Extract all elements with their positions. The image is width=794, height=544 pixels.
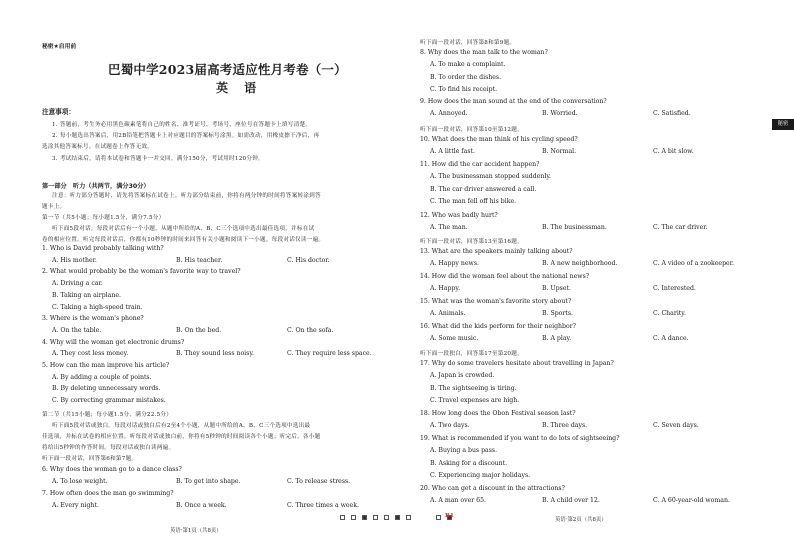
answer-option: A. Driving a car.	[52, 280, 103, 288]
answer-option: A. On the table.	[52, 326, 102, 334]
answer-option: C. Seven days.	[653, 422, 699, 430]
question-stem: 6. Why does the woman go to a dance class?	[42, 466, 182, 473]
answer-option: C. Travel expenses are high.	[430, 397, 520, 405]
answer-option: A. Animals.	[430, 310, 466, 318]
question-stem: 4. Why will the woman get electronic drums?	[42, 338, 185, 346]
answer-option: B. Sports.	[542, 310, 573, 318]
question-stem: 7. How often does the man go swimming?	[42, 490, 174, 497]
answer-option: B. The car driver answered a call.	[430, 185, 537, 193]
instruction-8-9: 听下面一段对话，回答第8和第9题。	[420, 40, 516, 46]
page-square	[373, 515, 378, 520]
exam-title: 巴蜀中学2023届高考适应性月考卷（一）	[108, 62, 347, 77]
question-stem: 17. Why do some travelers hesitate about travelling in Japan?	[420, 360, 614, 367]
answer-option: C. To release stress.	[287, 478, 351, 485]
answer-option: C. They require less space.	[287, 350, 372, 358]
question-stem: 20. Who can get a discount in the attractions?	[420, 485, 565, 492]
answer-option: B. To get into shape.	[176, 478, 241, 485]
answer-option: A. Annoyed.	[430, 110, 468, 118]
question-stem: 18. How long does the Obon Festival season last?	[420, 410, 576, 417]
answer-option: C. The man fell off his bike.	[430, 198, 517, 206]
question-stem: 10. What does the man think of his cycling speed?	[420, 136, 578, 143]
answer-option: C. A bit slow.	[653, 148, 694, 156]
answer-option: B. Taking an airplane.	[52, 291, 121, 299]
answer-option: A. By adding a couple of points.	[52, 373, 152, 381]
section1-intro-line: 听下面5段对话。每段对话后有一个小题，从题中所给的A、B、C三个选项中选出最佳选项，并标在试	[52, 226, 315, 232]
answer-option: C. A 60-year-old woman.	[653, 497, 730, 505]
answer-option: B. The sightseeing is tiring.	[430, 384, 517, 392]
answer-option: B. Once a week.	[176, 502, 227, 509]
answer-option: C. The car driver.	[653, 224, 708, 232]
question-stem: 19. What is recommended if you want to do lots of sightseeing?	[420, 435, 620, 442]
section2-heading: 第二节（共15小题；每小题1.5分，满分22.5分）	[42, 412, 173, 418]
answer-option: B. A play.	[542, 335, 572, 343]
answer-option: A. The businessman stopped suddenly.	[430, 173, 551, 181]
answer-option: A. Some music.	[430, 335, 479, 343]
answer-option: A. Every night.	[52, 502, 99, 509]
section2-intro-line: 将给出5秒钟的作答时间。每段对话或独白读两遍。	[42, 445, 175, 451]
answer-option: A. A man over 65.	[430, 497, 486, 505]
subject-title: 英 语	[216, 81, 263, 95]
question-stem: 12. Who was badly hurt?	[420, 212, 498, 219]
answer-option: B. Worried.	[542, 110, 578, 118]
answer-option: A. Two days.	[430, 422, 470, 430]
answer-option: A. Happy news.	[430, 260, 479, 268]
confidential-badge: 秘密	[772, 119, 794, 130]
answer-option: B. They sound less noisy.	[176, 350, 254, 358]
answer-option: C. To find his receipt.	[430, 86, 498, 94]
page-footer: 英语·第1页（共8页）	[170, 528, 222, 534]
question-stem: 9. How does the man sound at the end of the conversation?	[420, 98, 607, 105]
section1-heading: 第一节（共5小题；每小题1.5分，满分7.5分）	[42, 215, 165, 221]
note-line: 选涂其他答案标号。在试题卷上作答无效。	[42, 144, 154, 150]
answer-option: C. On the sofa.	[287, 326, 334, 334]
page-mark: B1	[445, 513, 454, 519]
answer-option: B. On the bed.	[176, 326, 222, 334]
note-line: 2. 每小题选出答案后，用2B铅笔把答题卡上对应题目的答案标号涂黑。如需改动，用橡皮擦干净后，再	[52, 133, 320, 139]
section2-intro-line: 听下面一段对话，回答第6和第7题。	[42, 456, 138, 462]
answer-option: C. A video of a zookeeper.	[653, 260, 734, 268]
page-indicator	[340, 515, 460, 521]
page-footer: 英语·第2页（共8页）	[555, 517, 607, 523]
answer-option: A. Japan is crowded.	[430, 372, 495, 380]
instruction-13-16: 听下面一段对话，回答第13至第16题。	[420, 239, 523, 245]
question-stem: 8. Why does the man talk to the woman?	[420, 49, 548, 56]
question-stem: 2. What would probably be the woman's favorite way to travel?	[42, 268, 241, 276]
question-stem: 14. How did the woman feel about the national news?	[420, 273, 590, 280]
answer-option: B. To order the dishes.	[430, 73, 502, 81]
page-square	[362, 515, 367, 520]
answer-option: A. To make a complaint.	[430, 61, 506, 69]
answer-option: A. Buying a bus pass.	[430, 447, 498, 455]
question-stem: 16. What did the kids perform for their neighbor?	[420, 323, 576, 330]
answer-option: C. Experiencing major holidays.	[430, 472, 531, 480]
answer-option: C. Satisfied.	[653, 110, 691, 118]
answer-option: C. Three times a week.	[287, 502, 359, 509]
answer-option: A. To lose weight.	[52, 478, 108, 485]
part1-intro-line: 题卡上。	[42, 204, 66, 210]
answer-option: A. Happy.	[430, 285, 461, 293]
question-stem: 13. What are the speakers mainly talking about?	[420, 248, 573, 255]
answer-option: A. The man.	[430, 224, 468, 232]
right-page	[400, 0, 794, 544]
answer-option: C. His doctor.	[287, 256, 330, 264]
confidential-label: 秘密★启用前	[42, 44, 77, 50]
answer-option: C. Charity.	[653, 310, 686, 318]
part1-heading: 第一部分 听力（共两节，满分30分）	[42, 183, 150, 190]
page-square	[395, 515, 400, 520]
section2-intro-line: 佳选项，并标在试卷的相应位置。听每段对话或独白前，你将有5秒钟的时间阅读各个小题；听完后，各小题	[42, 434, 321, 440]
question-stem: 1. Who is David probably talking with?	[42, 245, 164, 252]
answer-option: B. Normal.	[542, 148, 577, 156]
page-square	[351, 515, 356, 520]
section2-intro-line: 听下面5段对话或独白。每段对话或独白后有2至4个小题，从题中所给的A、B、C三个选项中选出最	[52, 423, 311, 429]
answer-option: B. Upset.	[542, 285, 571, 293]
instruction-17-20: 听下面一段独白，回答第17至第20题。	[420, 351, 523, 357]
answer-option: B. By deleting unnecessary words.	[52, 385, 161, 393]
answer-option: A. A little fast.	[430, 148, 475, 156]
answer-option: C. A dance.	[653, 335, 689, 343]
answer-option: B. A new neighborhood.	[542, 260, 618, 268]
part1-intro-line: 注意：听力部分答题时，请先将答案标在试卷上。听力部分结束前，你将有两分钟的时间将答案转涂到答	[52, 193, 321, 199]
page-square	[406, 515, 411, 520]
answer-option: B. The businessman.	[542, 224, 607, 232]
question-stem: 11. How did the car accident happen?	[420, 161, 540, 168]
answer-option: C. Taking a high-speed train.	[52, 303, 143, 311]
question-stem: 15. What was the woman's favorite story about?	[420, 298, 572, 305]
page-square	[436, 515, 441, 520]
note-line: 1. 答题前，考生务必用黑色碳素笔将自己的姓名、准考证号、考场号、座位号在答题卡上填写清楚。	[52, 122, 312, 128]
answer-option: A. They cost less money.	[52, 350, 129, 358]
answer-option: B. His teacher.	[176, 256, 223, 264]
answer-option: C. By correcting grammar mistakes.	[52, 397, 166, 405]
answer-option: A. His mother.	[52, 256, 97, 264]
note-line: 3. 考试结束后，请将本试卷和答题卡一并交回。满分150分，考试用时120分钟。	[52, 156, 264, 162]
answer-option: B. Three days.	[542, 422, 588, 430]
answer-option: B. Asking for a discount.	[430, 459, 508, 467]
answer-option: C. Interested.	[653, 285, 696, 293]
question-stem: 5. How can the man improve his article?	[42, 362, 170, 369]
page-square	[340, 515, 345, 520]
section1-intro-line: 卷的相应位置。听完每段对话后，你都有10秒钟的时间来回答有关小题和阅读下一小题。每段对话仅读一遍。	[42, 237, 325, 243]
answer-option: B. A child over 12.	[542, 497, 600, 505]
notes-title: 注意事项：	[42, 108, 75, 116]
instruction-10-12: 听下面一段对话，回答第10至第12题。	[420, 127, 523, 133]
question-stem: 3. Where is the woman's phone?	[42, 315, 144, 323]
page-square	[384, 515, 389, 520]
